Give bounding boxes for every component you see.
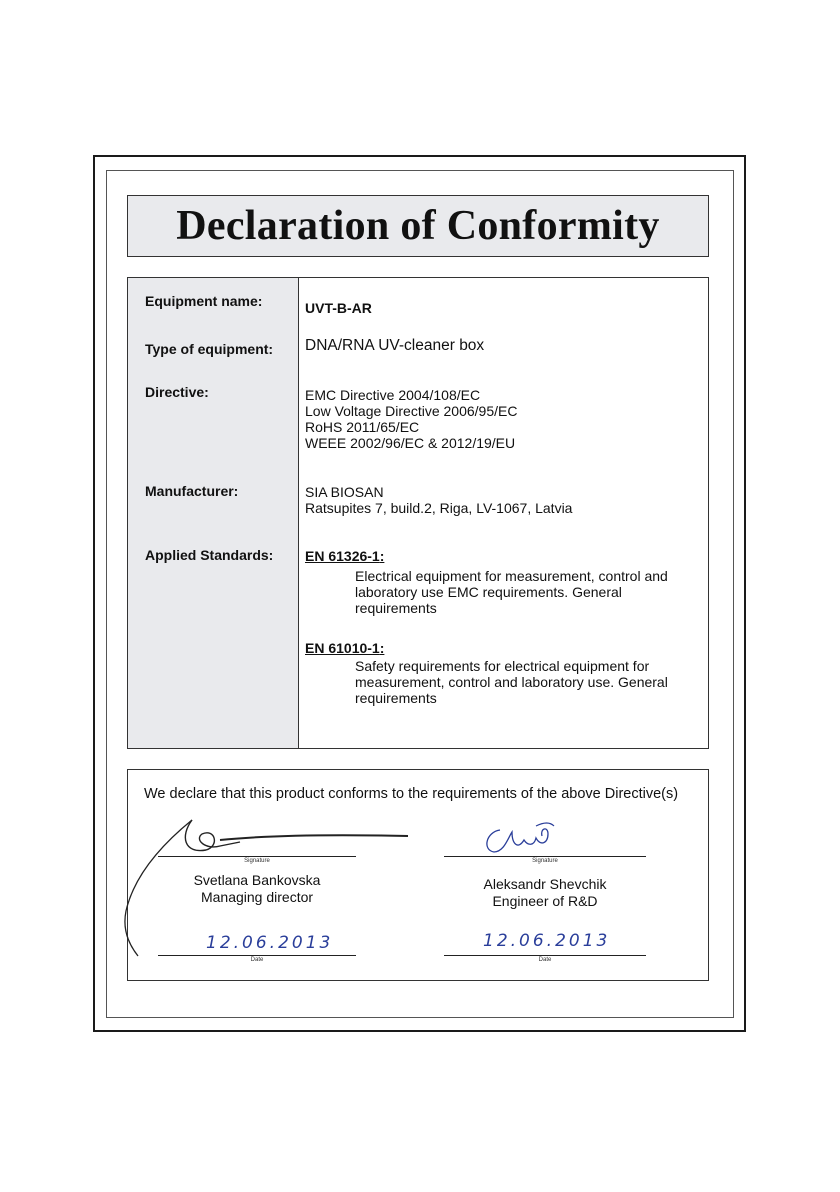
equipment-name-label: Equipment name: [145,293,263,309]
directive-values [305,387,517,451]
signer-right [444,876,646,910]
info-table [127,277,709,749]
signer-role: Engineer of R&D [492,893,598,909]
manufacturer-label: Manufacturer: [145,483,239,499]
standard-name: EN 61326-1: [305,548,385,564]
signature-line [444,856,646,857]
directive-line: Low Voltage Directive 2006/95/EC [305,403,518,419]
handwritten-date: 12.06.2013 [483,931,611,951]
signature-line [158,856,356,857]
signer-left [158,872,356,906]
handwritten-date: 12.06.2013 [206,933,334,953]
signature-caption: Signature [244,858,270,864]
directive-line: RoHS 2011/65/EC [305,419,420,435]
declaration-box [127,769,709,981]
type-label: Type of equipment: [145,341,274,357]
declaration-statement: We declare that this product conforms to the requirements of the above Directive(s) [144,786,679,802]
date-line [444,955,646,956]
standard-name: EN 61010-1: [305,640,385,656]
standard-description: Safety requirements for electrical equipment for measurement, control and laboratory use. General requirements [355,658,668,706]
signature-scribble-right [478,820,578,860]
directive-line: EMC Directive 2004/108/EC [305,387,481,403]
signer-name: Svetlana Bankovska [193,872,321,888]
title-banner [127,195,709,257]
directive-label: Directive: [145,384,209,400]
signature-caption: Signature [532,858,558,864]
directive-line: WEEE 2002/96/EC & 2012/19/EU [305,435,516,451]
manufacturer-line: Ratsupites 7, build.2, Riga, LV-1067, Latvia [305,500,573,516]
signer-role: Managing director [200,889,314,905]
signer-name: Aleksandr Shevchik [483,876,607,892]
document-title: Declaration of Conformity [176,203,660,249]
date-line [158,955,356,956]
type-value: DNA/RNA UV-cleaner box [305,337,485,354]
manufacturer-line: SIA BIOSAN [305,484,384,500]
equipment-name-value: UVT-B-AR [305,300,372,316]
standard-description: Electrical equipment for measurement, control and laboratory use EMC requirements. General requirements [355,568,668,616]
date-caption: Date [250,957,264,963]
date-caption: Date [538,957,552,963]
manufacturer-values [305,484,572,516]
standards-label: Applied Standards: [145,547,274,563]
